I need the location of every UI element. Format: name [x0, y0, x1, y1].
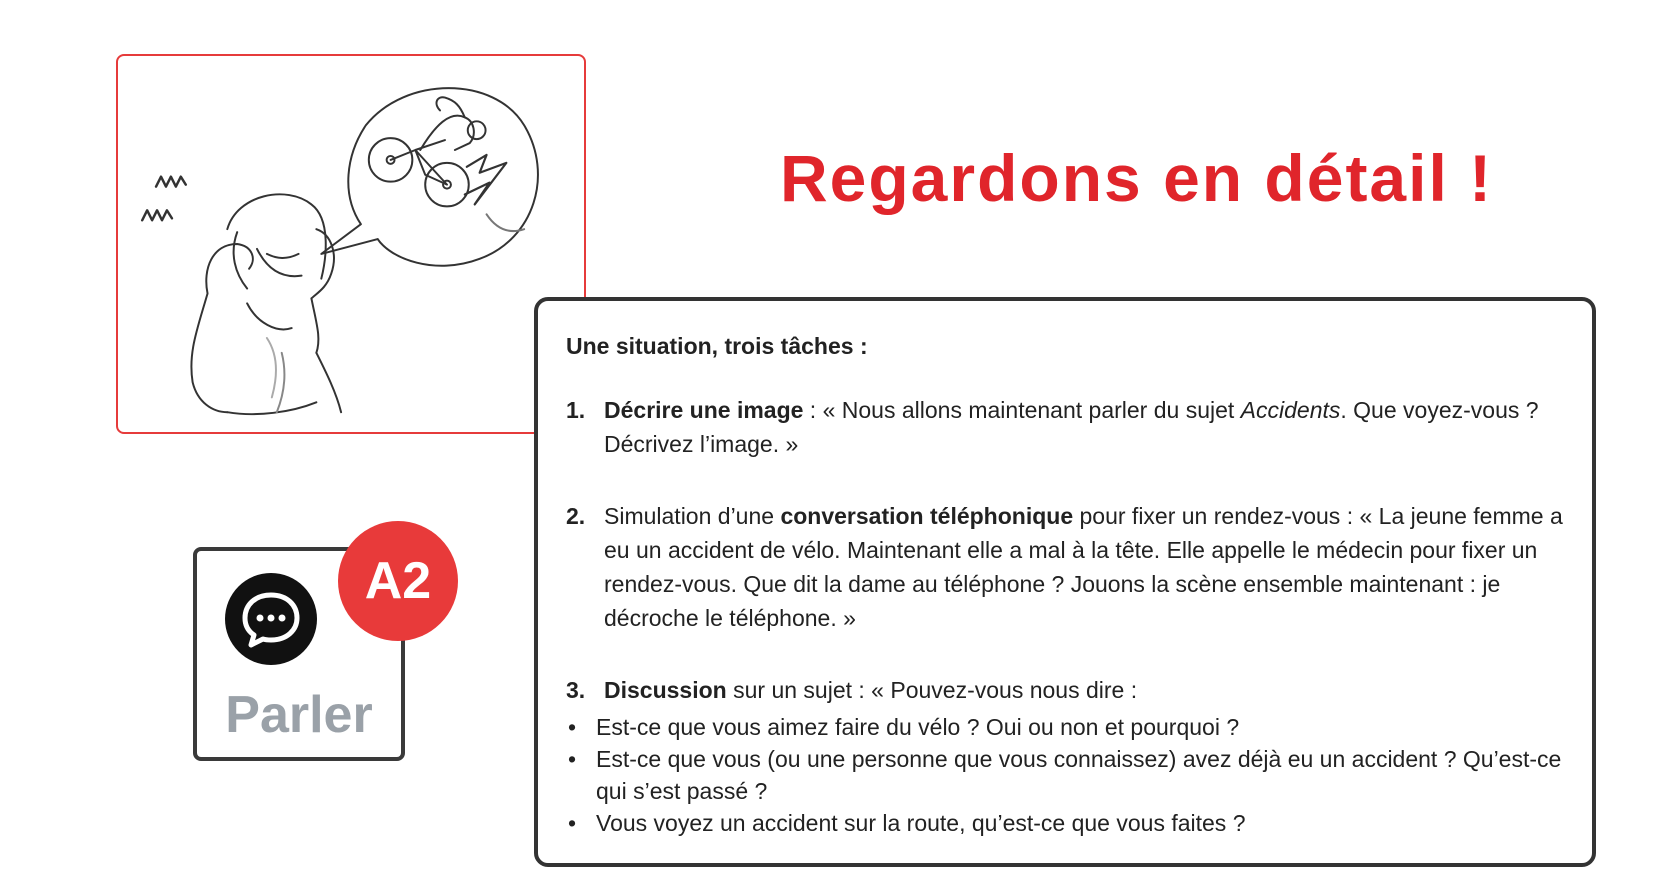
task-box-heading: Une situation, trois tâches :	[566, 333, 868, 359]
task-number: 3.	[566, 677, 586, 703]
task-title: Décrire une image	[604, 397, 804, 423]
discussion-questions	[566, 711, 1566, 839]
woman-headache-illustration	[118, 56, 584, 432]
illustration-frame	[116, 54, 586, 434]
task-text: pour fixer un rendez-vous : « La jeune femme a eu un accident de vélo. Maintenant elle a mal à la tête. Elle appelle le médecin pour fixer un rendez-vous. Que dit la dame au téléphone ? Jouons la scène ensemble maintenant : je décroche le téléphone. »	[604, 503, 1563, 631]
level-badge: A2	[338, 521, 458, 641]
list-item: • Vous voyez un accident sur la route, qu’est-ce que vous faites ?	[566, 807, 1566, 839]
task-item-2	[566, 499, 1566, 635]
task-text: sur un sujet : « Pouvez-vous nous dire :	[726, 677, 1138, 703]
task-item-1	[566, 393, 1566, 461]
task-item-3	[566, 673, 1566, 707]
task-number: 1.	[566, 397, 586, 423]
task-box	[534, 297, 1596, 867]
task-text: : « Nous allons maintenant parler du sujet	[803, 397, 1241, 423]
task-title: Discussion	[604, 677, 727, 703]
task-text: . Que voyez-vous ? Décrivez l’image. »	[604, 397, 1539, 457]
task-title: conversation téléphonique	[780, 503, 1074, 529]
skill-label: Parler	[225, 686, 373, 744]
page-title: Regardons en détail !	[780, 141, 1494, 215]
task-italic-term: Accidents	[1240, 397, 1341, 423]
task-number: 2.	[566, 503, 586, 529]
list-item: • Est-ce que vous aimez faire du vélo ? Oui ou non et pourquoi ?	[566, 711, 1566, 743]
list-item: • Est-ce que vous (ou une personne que vous connaissez) avez déjà eu un accident ? Qu’est-ce qui s’est passé ?	[566, 743, 1566, 807]
task-text: Simulation d’une	[604, 503, 781, 529]
chat-bubble-icon	[225, 573, 317, 665]
